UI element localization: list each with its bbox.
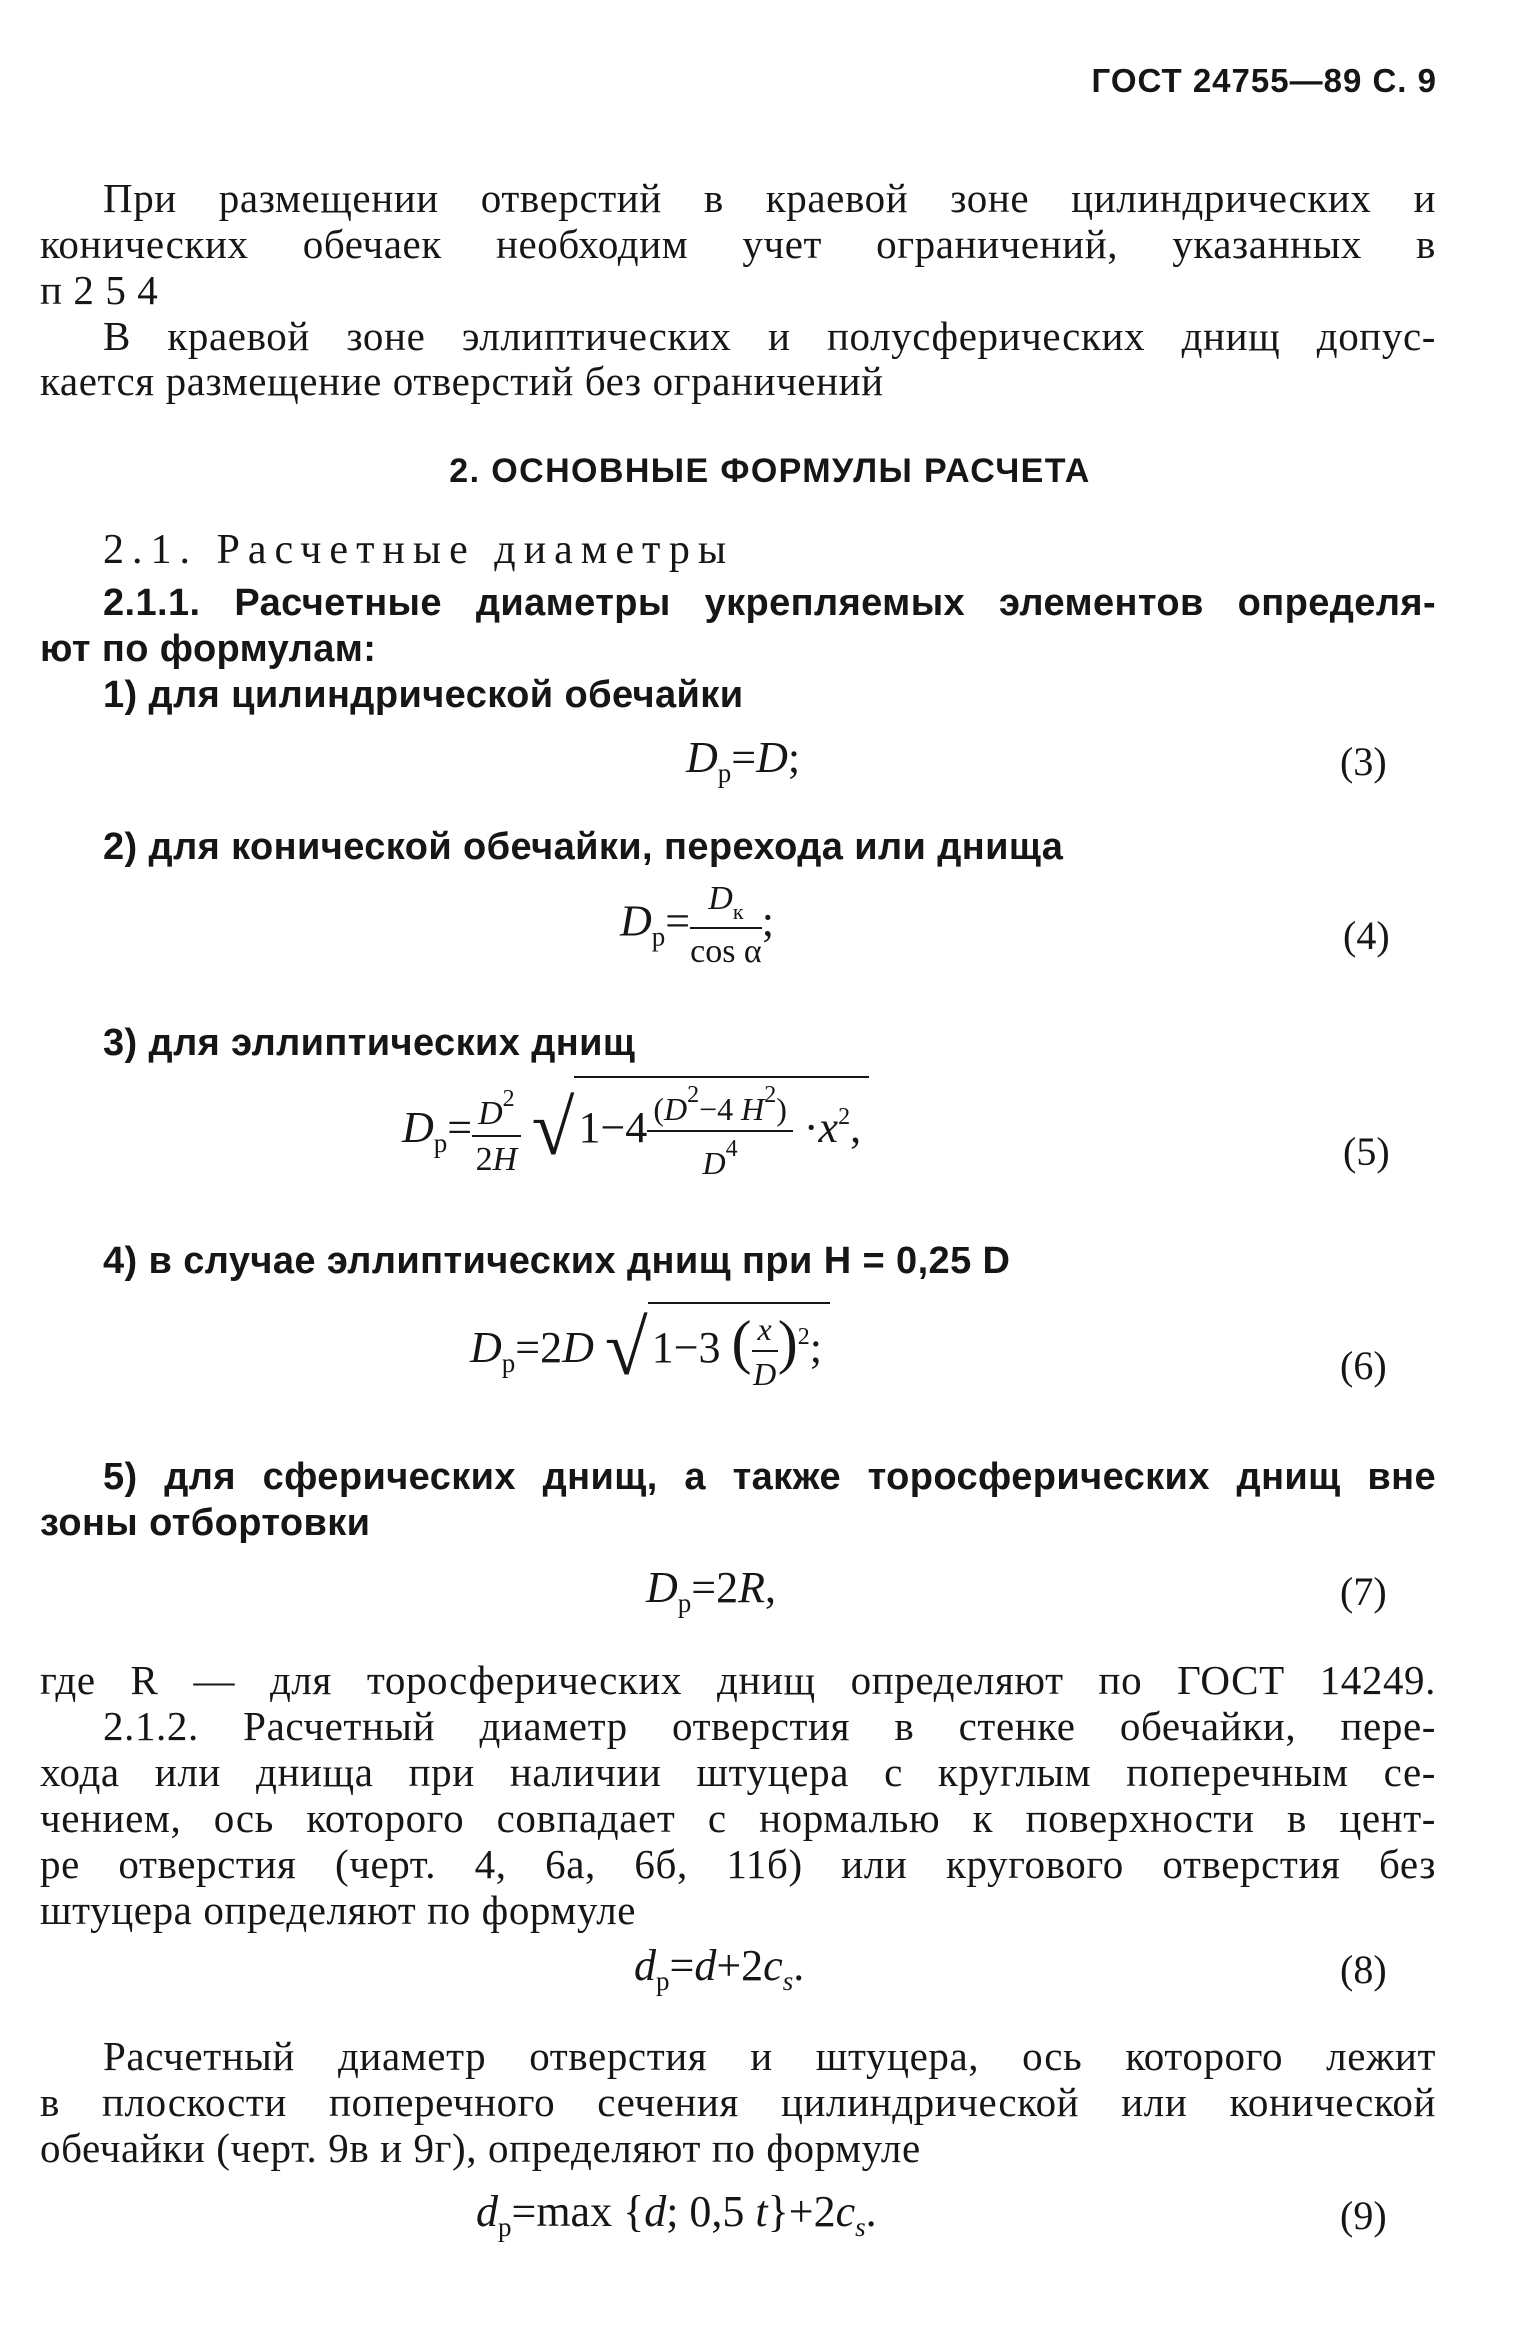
final-para-line-3: обечайки (черт. 9в и 9г), определяют по формуле xyxy=(40,2125,921,2171)
intro-p1-line-3: п 2 5 4 xyxy=(40,267,159,313)
clause-212-line-3: чением, ось которого совпадает с нормалью к поверхности в цент- xyxy=(40,1795,1436,1841)
clause-212-line-5: штуцера определяют по формуле xyxy=(40,1887,637,1933)
eq-num-7: (7) xyxy=(1340,1569,1387,1614)
formula-7: $D_р=2R$, xyxy=(646,1563,776,1618)
item-5-label-line-2: зоны отбортовки xyxy=(40,1502,371,1544)
clause-211-line-2: ют по формулам: xyxy=(40,628,377,670)
clause-212-line-2: хода или днища при наличии штуцера с круглым поперечным се- xyxy=(40,1749,1436,1795)
formula-5: $D_р=$ $\frac{D^2}{2H}$ √1−4 $\frac{(D^2-4 H^2)}{D^4}$ $\cdot x^2$, xyxy=(402,1076,869,1182)
intro-p2-line-2: кается размещение отверстий без ограничений xyxy=(40,358,884,404)
intro-p2-line-1: В краевой зоне эллиптических и полусферических днищ допус- xyxy=(103,313,1436,359)
item-5-label-line-1: 5) для сферических днищ, а также торосферических днищ вне xyxy=(103,1456,1436,1498)
formula-3: $D_р=D$; xyxy=(686,733,801,788)
item-1-label: 1) для цилиндрической обечайки xyxy=(103,674,744,716)
eq-num-3: (3) xyxy=(1340,739,1387,784)
eq-num-6: (6) xyxy=(1340,1343,1387,1388)
page-header: ГОСТ 24755—89 С. 9 xyxy=(1091,62,1437,99)
final-para-line-2: в плоскости поперечного сечения цилиндрической или конической xyxy=(40,2079,1436,2125)
intro-p1-line-2: конических обечаек необходим учет ограничений, указанных в xyxy=(40,221,1436,267)
where-line: где R — для торосферических днищ определяют по ГОСТ 14249. xyxy=(40,1657,1436,1703)
eq-num-4: (4) xyxy=(1343,913,1390,958)
subsection-title: 2.1. Расчетные диаметры xyxy=(103,527,735,573)
item-2-label: 2) для конической обечайки, перехода или днища xyxy=(103,826,1064,868)
eq-num-8: (8) xyxy=(1340,1947,1387,1992)
eq-num-9: (9) xyxy=(1340,2193,1387,2238)
clause-212-line-4: ре отверстия (черт. 4, 6а, 6б, 11б) или кругового отверстия без xyxy=(40,1841,1436,1887)
formula-9: $d_р=\max$ {d; 0,5 $t\}+2c_s$. xyxy=(476,2187,877,2242)
clause-212-line-1: 2.1.2. Расчетный диаметр отверстия в стенке обечайки, пере- xyxy=(103,1703,1436,1749)
intro-p1-line-1: При размещении отверстий в краевой зоне цилиндрических и xyxy=(103,175,1436,221)
eq-num-5: (5) xyxy=(1343,1129,1390,1174)
clause-211-line-1: 2.1.1. Расчетные диаметры укрепляемых элементов определя- xyxy=(103,582,1436,624)
final-para-line-1: Расчетный диаметр отверстия и штуцера, ось которого лежит xyxy=(103,2033,1436,2079)
item-3-label: 3) для эллиптических днищ xyxy=(103,1022,636,1064)
formula-4: $D_р=$ $\frac{D_к}{\text{cos α}}$ ; xyxy=(620,880,774,970)
formula-6: $D_р=2D$ √1−3 ( $\frac{x}{D}$ )$^2$; xyxy=(470,1302,830,1393)
section-title: 2. ОСНОВНЫЕ ФОРМУЛЫ РАСЧЕТА xyxy=(449,452,1091,490)
formula-8: $d_р=d+2c_s$. xyxy=(634,1941,805,1996)
item-4-label: 4) в случае эллиптических днищ при H = 0,25 D xyxy=(103,1240,1011,1282)
